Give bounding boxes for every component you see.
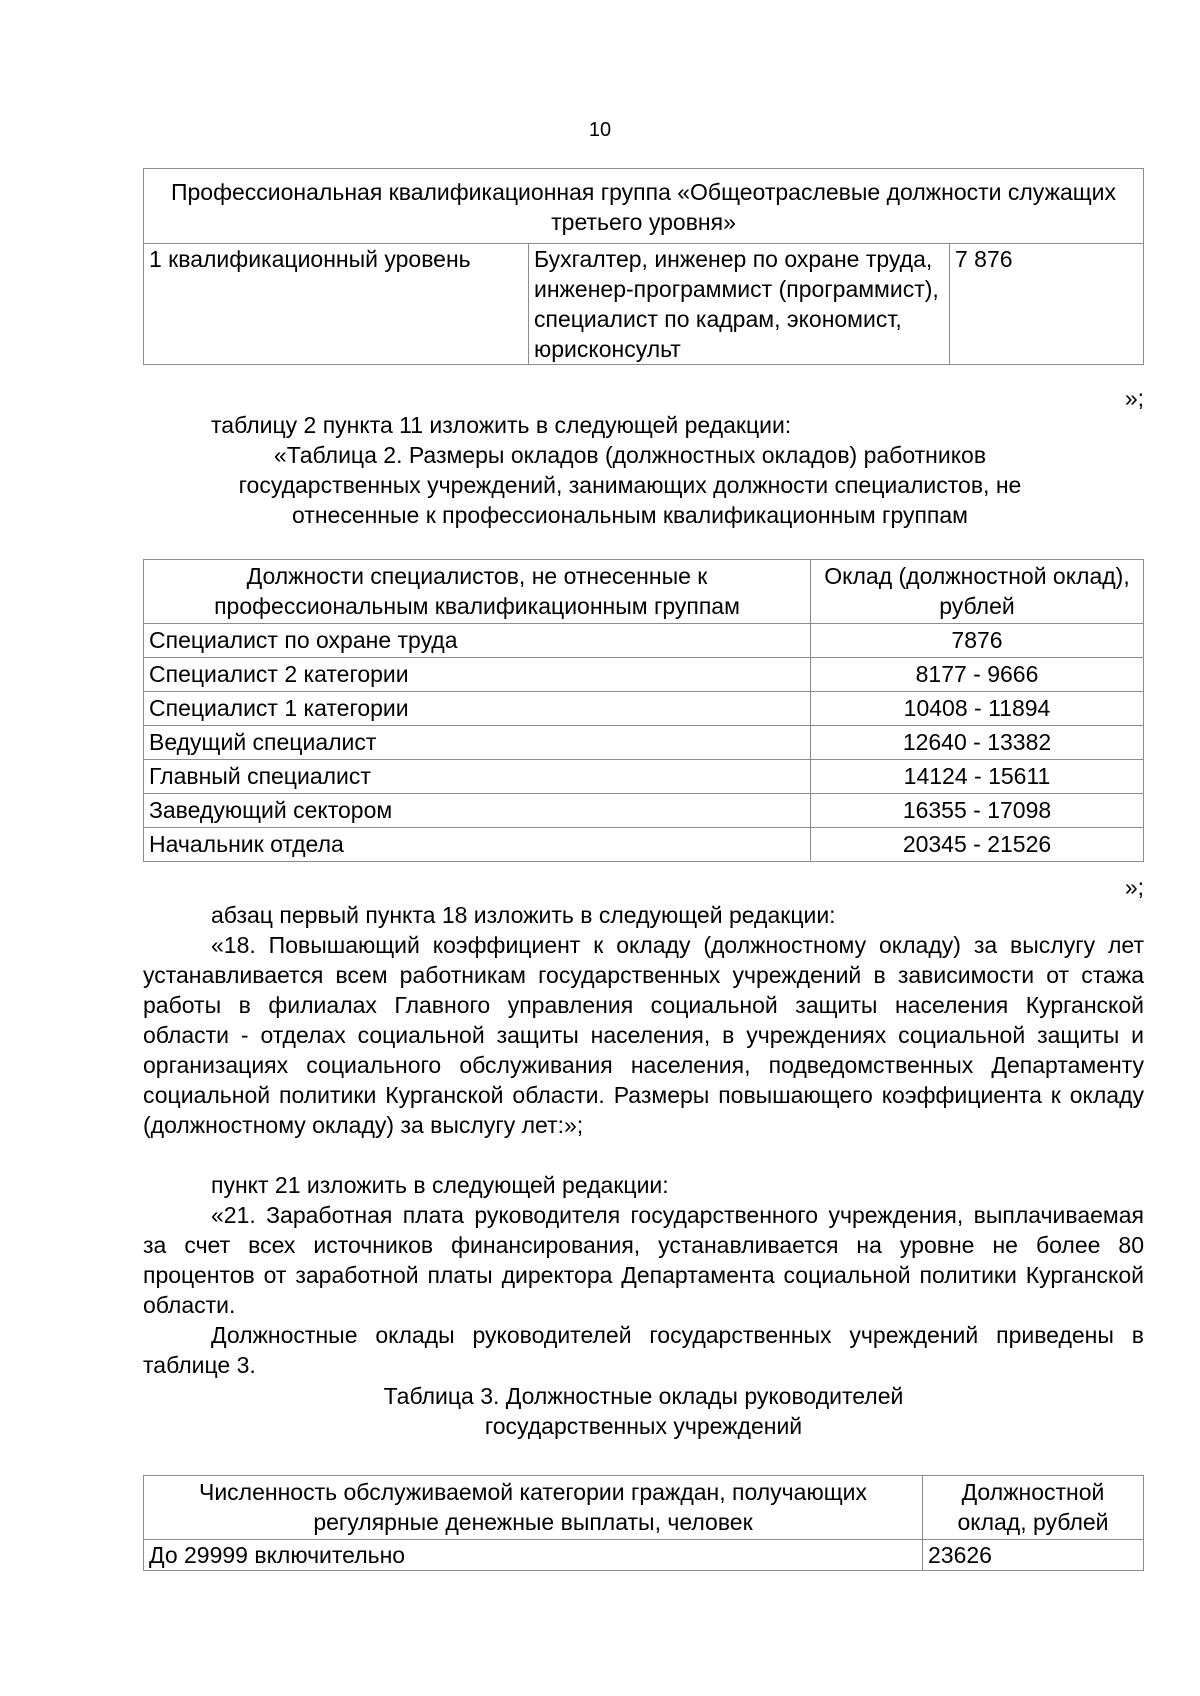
table-row [144, 828, 1144, 862]
closing-quote: »; [1124, 385, 1144, 411]
table-row [144, 624, 1144, 658]
closing-quote: »; [1124, 874, 1144, 900]
table3-header-category: Численность обслуживаемой категории граждан, получающих регулярные денежные выплаты, человек [144, 1476, 923, 1540]
paragraph-21 [143, 1200, 1144, 1380]
director-salary-table [143, 1475, 1144, 1571]
position-cell: Специалист 1 категории [144, 692, 811, 726]
table-row [144, 658, 1144, 692]
position-cell: Заведующий сектором [144, 794, 811, 828]
table-row [144, 760, 1144, 794]
salary-cell: 8177 - 9666 [811, 658, 1144, 692]
position-cell: Специалист по охране труда [144, 624, 811, 658]
table2-title: «Таблица 2. Размеры окладов (должностных окладов) работников государственных учреждений, занимающих должности специалистов, не отнесенные к профессиональным квалификационным группам [238, 442, 1022, 528]
instruction-table2: таблицу 2 пункта 11 изложить в следующей редакции: [211, 412, 792, 438]
salary-cell: 7876 [811, 624, 1144, 658]
salary-cell: 14124 - 15611 [811, 760, 1144, 794]
salary-cell: 16355 - 17098 [811, 794, 1144, 828]
position-cell: Ведущий специалист [144, 726, 811, 760]
table-row [144, 726, 1144, 760]
table2-header-position: Должности специалистов, не отнесенные к профессиональным квалификационным группам [144, 560, 811, 624]
paragraph-18-text: «18. Повышающий коэффициент к окладу (должностному окладу) за выслугу лет устанавливается всем работникам государственных учреждений в зависимости от стажа работы в филиалах Главного управления социальной защиты населения Курганской области - отделах социальной защиты населения, в учреждениях социальной защиты и организациях социального обслуживания населения, подведомственных Департаменту социальной политики Курганской области. Размеры повышающего коэффициента к окладу (должностному окладу) за выслугу лет:»; [143, 932, 1144, 1138]
group-header-cell: Профессиональная квалификационная группа «Общеотраслевые должности служащих третьего уровня» [144, 169, 1144, 244]
salary-cell: 20345 - 21526 [811, 828, 1144, 862]
position-cell: Специалист 2 категории [144, 658, 811, 692]
positions-cell: Бухгалтер, инженер по охране труда, инженер-программист (программист), специалист по кадрам, экономист, юрисконсульт [529, 244, 950, 365]
instruction-paragraph18: абзац первый пункта 18 изложить в следующей редакции: [211, 902, 836, 928]
salary-cell: 10408 - 11894 [811, 692, 1144, 726]
position-cell: Главный специалист [144, 760, 811, 794]
paragraph-21b-text: Должностные оклады руководителей государственных учреждений приведены в таблице 3. [143, 1322, 1144, 1378]
salary-cell: 7 876 [950, 244, 1144, 365]
specialist-salary-table [143, 559, 1144, 862]
table2-header-salary: Оклад (должностной оклад), рублей [811, 560, 1144, 624]
table-row [144, 1540, 1144, 1571]
salary-cell: 12640 - 13382 [811, 726, 1144, 760]
qualification-level-cell: 1 квалификационный уровень [144, 244, 529, 365]
instruction-paragraph21: пункт 21 изложить в следующей редакции: [211, 1172, 669, 1198]
table3-title-line1: Таблица 3. Должностные оклады руководителей [383, 1383, 904, 1409]
table3-title-line2: государственных учреждений [484, 1413, 803, 1439]
position-cell: Начальник отдела [144, 828, 811, 862]
page-number: 10 [588, 119, 612, 141]
qualification-group-table [143, 168, 1144, 365]
table3-header-salary: Должностной оклад, рублей [923, 1476, 1144, 1540]
category-cell: До 29999 включительно [144, 1540, 923, 1571]
paragraph-18 [143, 930, 1144, 1140]
table-row [144, 794, 1144, 828]
paragraph-21-text: «21. Заработная плата руководителя государственного учреждения, выплачиваемая за счет всех источников финансирования, устанавливается на уровне не более 80 процентов от заработной платы директора Департамента социальной политики Курганской области. [143, 1202, 1144, 1318]
table-row [144, 692, 1144, 726]
salary-cell: 23626 [923, 1540, 1144, 1571]
